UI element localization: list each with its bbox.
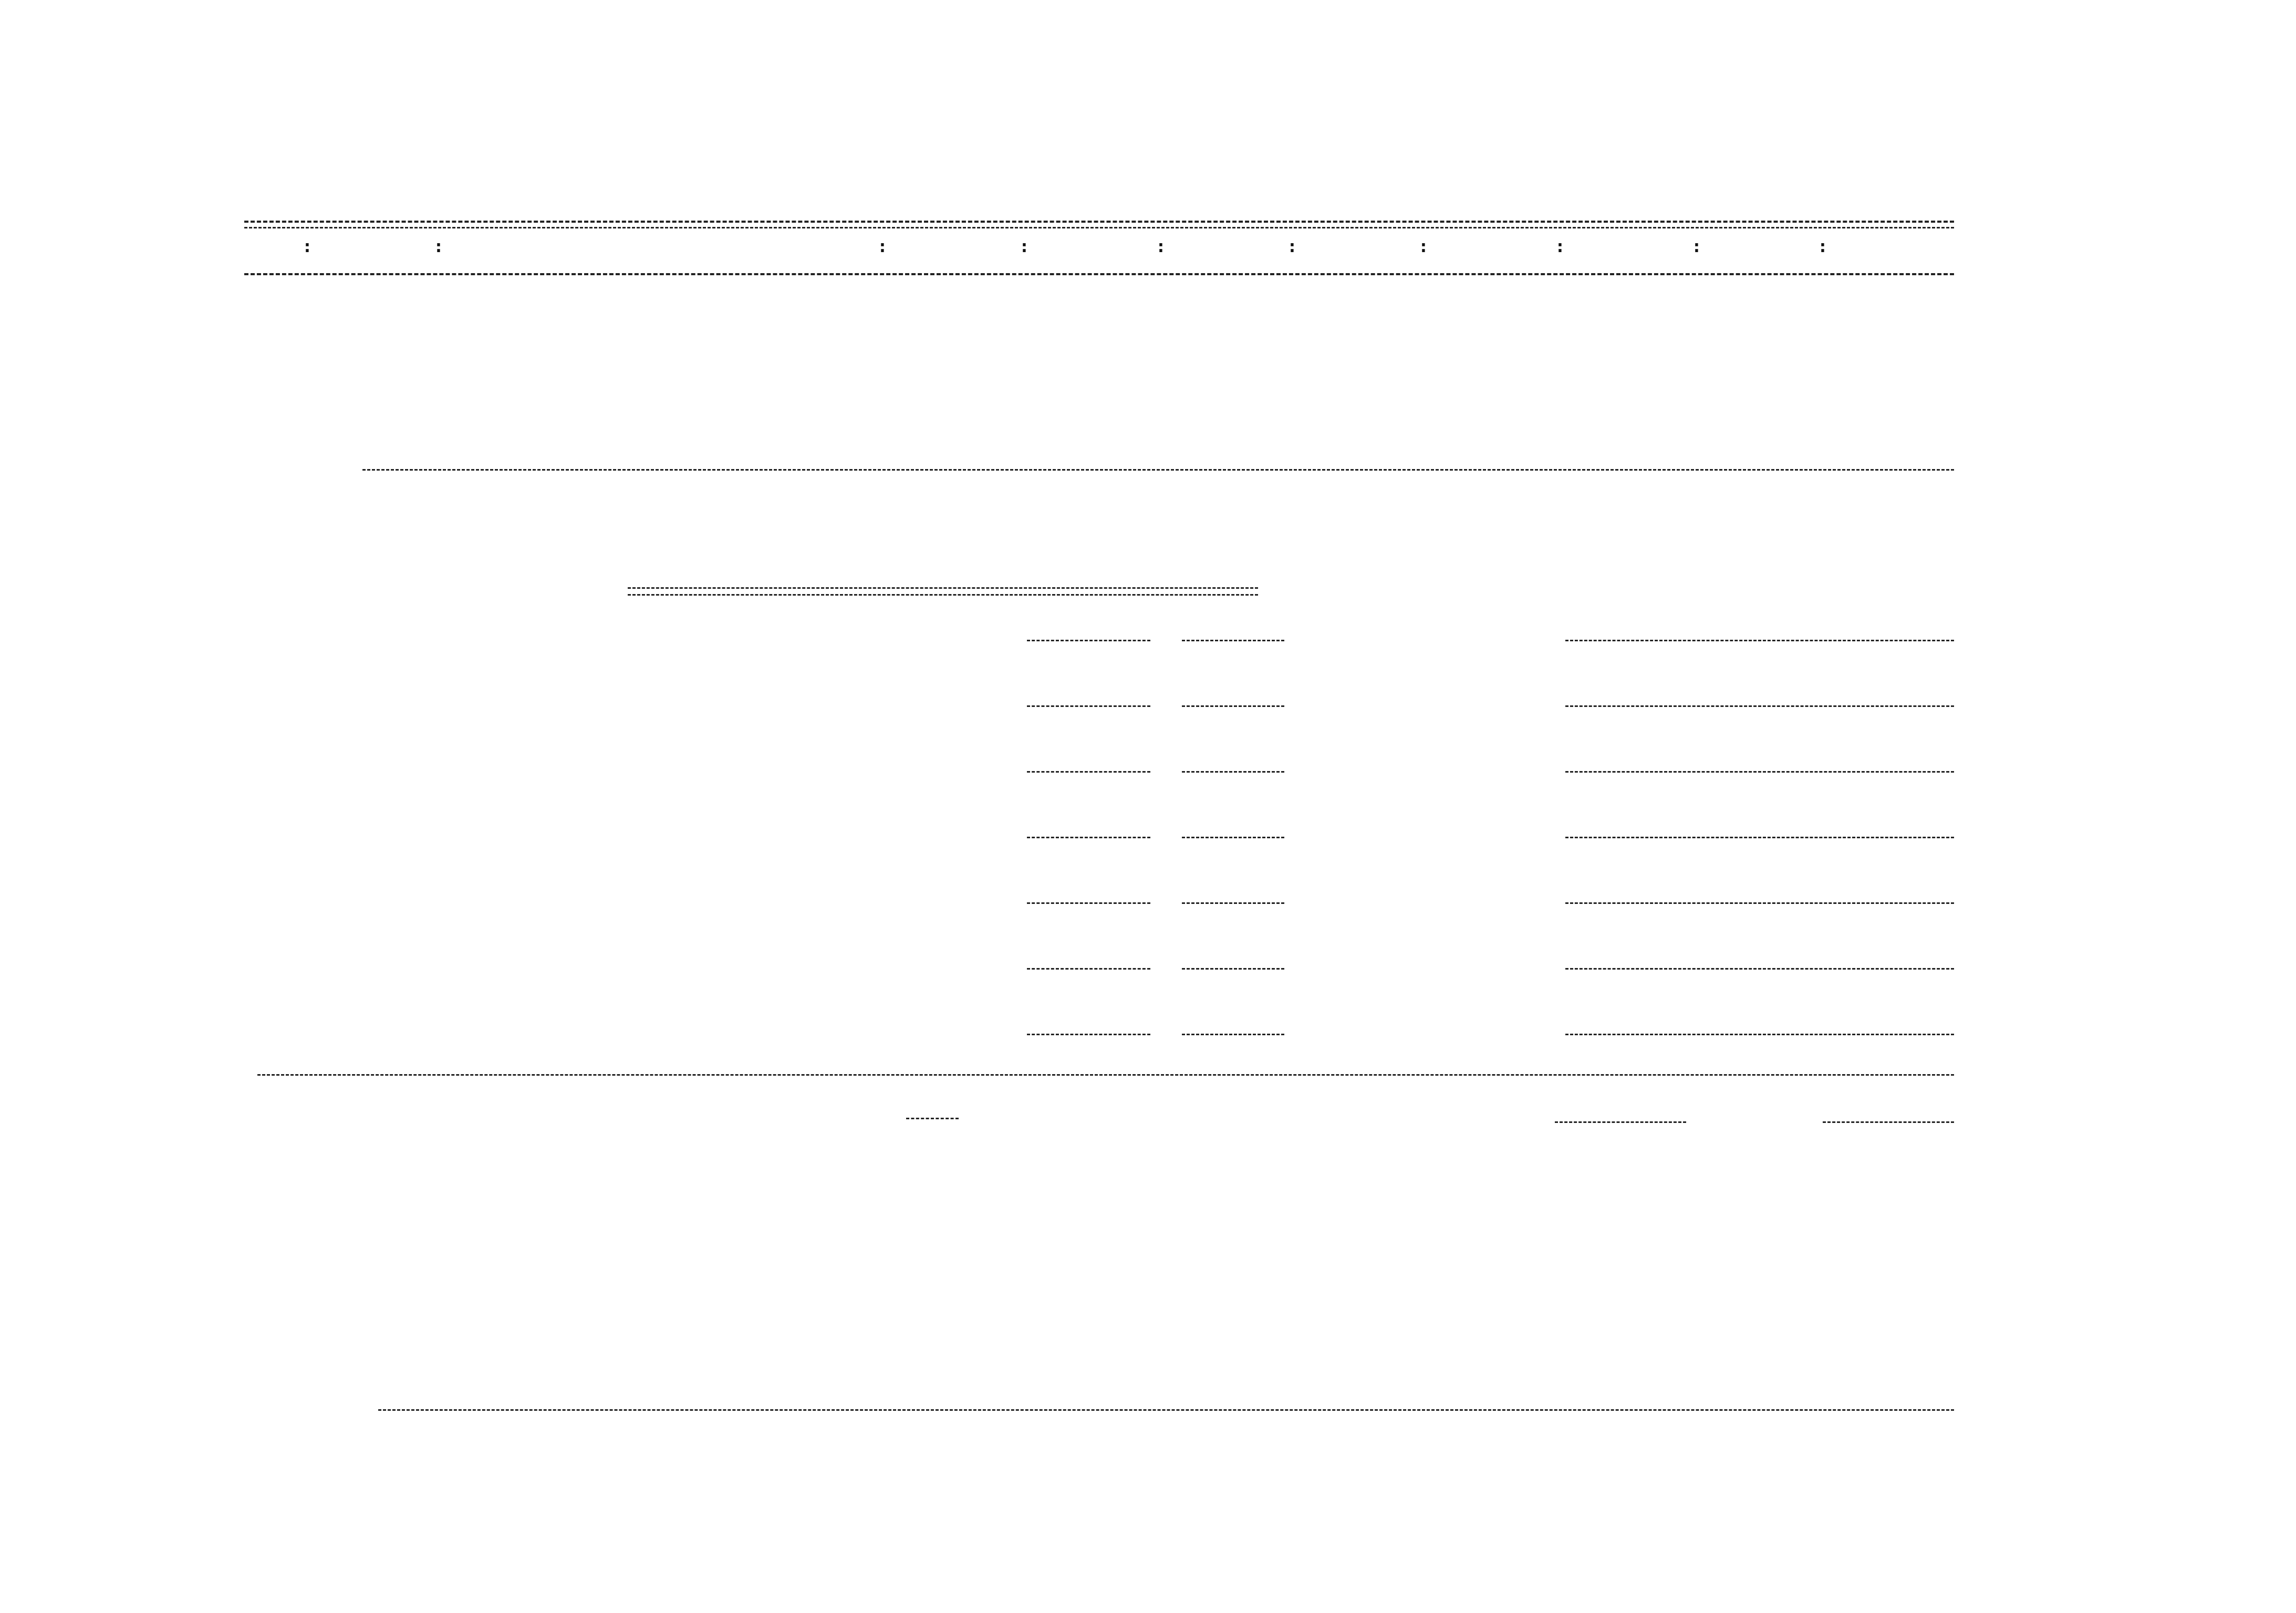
item-col5-rule [1027, 837, 1150, 838]
header-line-top-2 [244, 227, 1954, 228]
item-col5-rule [1027, 1034, 1150, 1035]
item-col6-rule [1182, 1034, 1284, 1035]
item-col6-rule [1182, 902, 1284, 904]
item-col5-rule [1027, 771, 1150, 773]
header-line-top [244, 221, 1954, 223]
item-right-rule [1565, 902, 1954, 904]
item-col6-rule [1182, 705, 1284, 707]
column-separator: : [1287, 236, 1297, 256]
item-right-rule [1565, 968, 1954, 970]
item-right-rule [1565, 837, 1954, 838]
column-separator: : [1019, 236, 1030, 256]
column-separator: : [433, 236, 444, 256]
item-right-rule [1565, 771, 1954, 773]
item-col6-rule [1182, 837, 1284, 838]
column-separator: : [1418, 236, 1429, 256]
item-col6-rule [1182, 771, 1284, 773]
direct-total-rule-b [1823, 1121, 1954, 1123]
item-col5-rule [1027, 968, 1150, 970]
column-separator: : [1555, 236, 1565, 256]
direct-total-rule-a [1555, 1121, 1686, 1123]
section2-total-rule [362, 469, 1954, 471]
items-end-rule [257, 1074, 1954, 1076]
column-separator: : [1817, 236, 1828, 256]
item-col5-rule [1027, 705, 1150, 707]
section3-title-underline [628, 587, 1258, 596]
item-col6-rule [1182, 968, 1284, 970]
column-separator: : [877, 236, 888, 256]
column-separator: : [1156, 236, 1166, 256]
header-line-bottom [244, 273, 1954, 275]
column-separator: : [302, 236, 313, 256]
column-separator: : [1691, 236, 1702, 256]
item-col6-rule [1182, 640, 1284, 641]
section3-total-rule [378, 1409, 1954, 1411]
item-col5-rule [1027, 640, 1150, 641]
item-col5-rule [1027, 902, 1150, 904]
item-right-rule [1565, 705, 1954, 707]
item-right-rule [1565, 640, 1954, 641]
direct-total-unit-rule [906, 1118, 959, 1119]
item-right-rule [1565, 1034, 1954, 1035]
